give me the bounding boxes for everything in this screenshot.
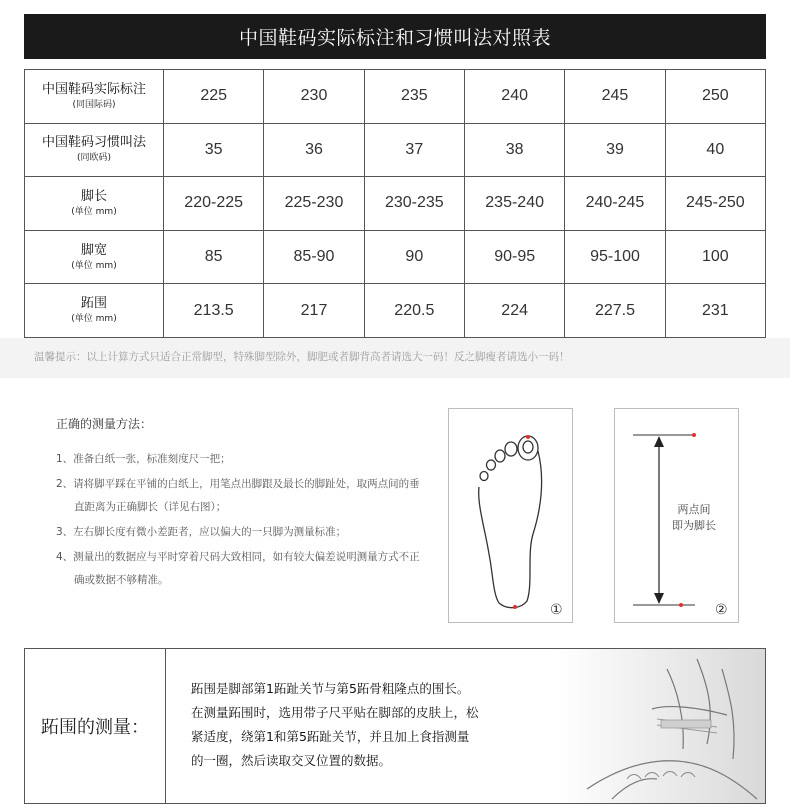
table-cell: 250 xyxy=(665,70,765,124)
row-header xyxy=(25,70,164,124)
row-header xyxy=(25,123,164,177)
table-cell: 240 xyxy=(464,70,564,124)
sizing-tip: 温馨提示：以上计算方式只适合正常脚型，特殊脚型除外，脚肥或者脚背高者请选大一码！反之脚瘦者请选小一码！ xyxy=(34,351,570,363)
table-cell: 240-245 xyxy=(565,177,665,231)
table-row xyxy=(25,177,766,231)
table-cell: 90 xyxy=(364,230,464,284)
ball-girth-section xyxy=(24,648,766,804)
row-sublabel: (单位 mm) xyxy=(71,206,117,217)
table-cell: 95-100 xyxy=(565,230,665,284)
distance-label xyxy=(669,502,719,534)
table-cell: 224 xyxy=(464,284,564,338)
table-cell: 225-230 xyxy=(264,177,364,231)
row-header xyxy=(25,284,164,338)
method-step: 2、请将脚平踩在平铺的白纸上，用笔点出脚跟及最长的脚趾处，取两点间的垂直距离为正确脚长（详见右图）； xyxy=(56,478,420,513)
table-cell: 225 xyxy=(164,70,264,124)
foot-length-diagram xyxy=(614,408,739,623)
row-header xyxy=(25,177,164,231)
table-cell: 36 xyxy=(264,123,364,177)
row-sublabel: (同欧码) xyxy=(76,153,112,164)
tape-measure-foot-illustration xyxy=(557,649,765,803)
table-cell: 245 xyxy=(565,70,665,124)
foot-outline-diagram xyxy=(448,408,573,623)
table-row xyxy=(25,70,766,124)
table-cell: 40 xyxy=(665,123,765,177)
table-cell: 227.5 xyxy=(565,284,665,338)
ball-girth-line: 在测量跖围时，选用带子尺平贴在脚部的皮肤上，松 xyxy=(191,705,479,720)
table-row xyxy=(25,284,766,338)
table-cell: 235-240 xyxy=(464,177,564,231)
table-cell: 230 xyxy=(264,70,364,124)
ball-girth-line: 跖围是脚部第1跖趾关节与第5跖骨粗隆点的围长。 xyxy=(191,681,470,696)
method-step: 1、准备白纸一张，标准刻度尺一把； xyxy=(56,453,231,465)
table-cell: 90-95 xyxy=(464,230,564,284)
row-label: 跖围 xyxy=(80,296,107,312)
table-cell: 39 xyxy=(565,123,665,177)
row-header xyxy=(25,230,164,284)
chart-title-bar xyxy=(24,14,766,59)
ball-girth-line: 紧适度，绕第1和第5跖趾关节，并且加上食指测量 xyxy=(191,729,470,744)
row-sublabel: (单位 mm) xyxy=(71,260,117,271)
table-cell: 85 xyxy=(164,230,264,284)
foot-outline-icon xyxy=(449,409,574,624)
ball-girth-heading: 跖围的测量： xyxy=(41,717,149,738)
table-cell: 235 xyxy=(364,70,464,124)
table-cell: 38 xyxy=(464,123,564,177)
row-label: 中国鞋码习惯叫法 xyxy=(41,135,146,151)
table-cell: 230-235 xyxy=(364,177,464,231)
table-cell: 220-225 xyxy=(164,177,264,231)
method-step: 3、左右脚长度有微小差距者，应以偏大的一只脚为测量标准； xyxy=(56,526,347,538)
table-cell: 85-90 xyxy=(264,230,364,284)
size-conversion-table xyxy=(24,69,766,338)
method-title: 正确的测量方法： xyxy=(56,417,153,431)
ball-girth-heading-cell xyxy=(25,649,166,803)
page-title: 中国鞋码实际标注和习惯叫法对照表 xyxy=(238,27,551,49)
table-cell: 245-250 xyxy=(665,177,765,231)
table-row xyxy=(25,123,766,177)
table-cell: 231 xyxy=(665,284,765,338)
ball-girth-description xyxy=(191,677,551,773)
table-cell: 220.5 xyxy=(364,284,464,338)
distance-label-line1: 两点间 xyxy=(677,503,711,516)
method-step: 4、测量出的数据应与平时穿着尺码大致相同，如有较大偏差说明测量方式不正确或数据不够精准。 xyxy=(56,551,420,586)
table-cell: 217 xyxy=(264,284,364,338)
row-sublabel: (同国际码) xyxy=(72,99,116,110)
table-row xyxy=(25,230,766,284)
distance-label-line2: 即为脚长 xyxy=(672,519,716,532)
row-sublabel: (单位 mm) xyxy=(71,314,117,325)
table-cell: 37 xyxy=(364,123,464,177)
row-label: 中国鞋码实际标注 xyxy=(41,81,146,97)
measurement-method xyxy=(56,415,426,594)
ball-girth-line: 的一圈，然后读取交叉位置的数据。 xyxy=(191,753,392,768)
row-label: 脚长 xyxy=(80,188,107,204)
table-cell: 35 xyxy=(164,123,264,177)
row-label: 脚宽 xyxy=(80,242,107,258)
table-cell: 213.5 xyxy=(164,284,264,338)
diagram-marker-1: ① xyxy=(550,602,563,618)
table-cell: 100 xyxy=(665,230,765,284)
diagram-marker-2: ② xyxy=(715,602,728,618)
